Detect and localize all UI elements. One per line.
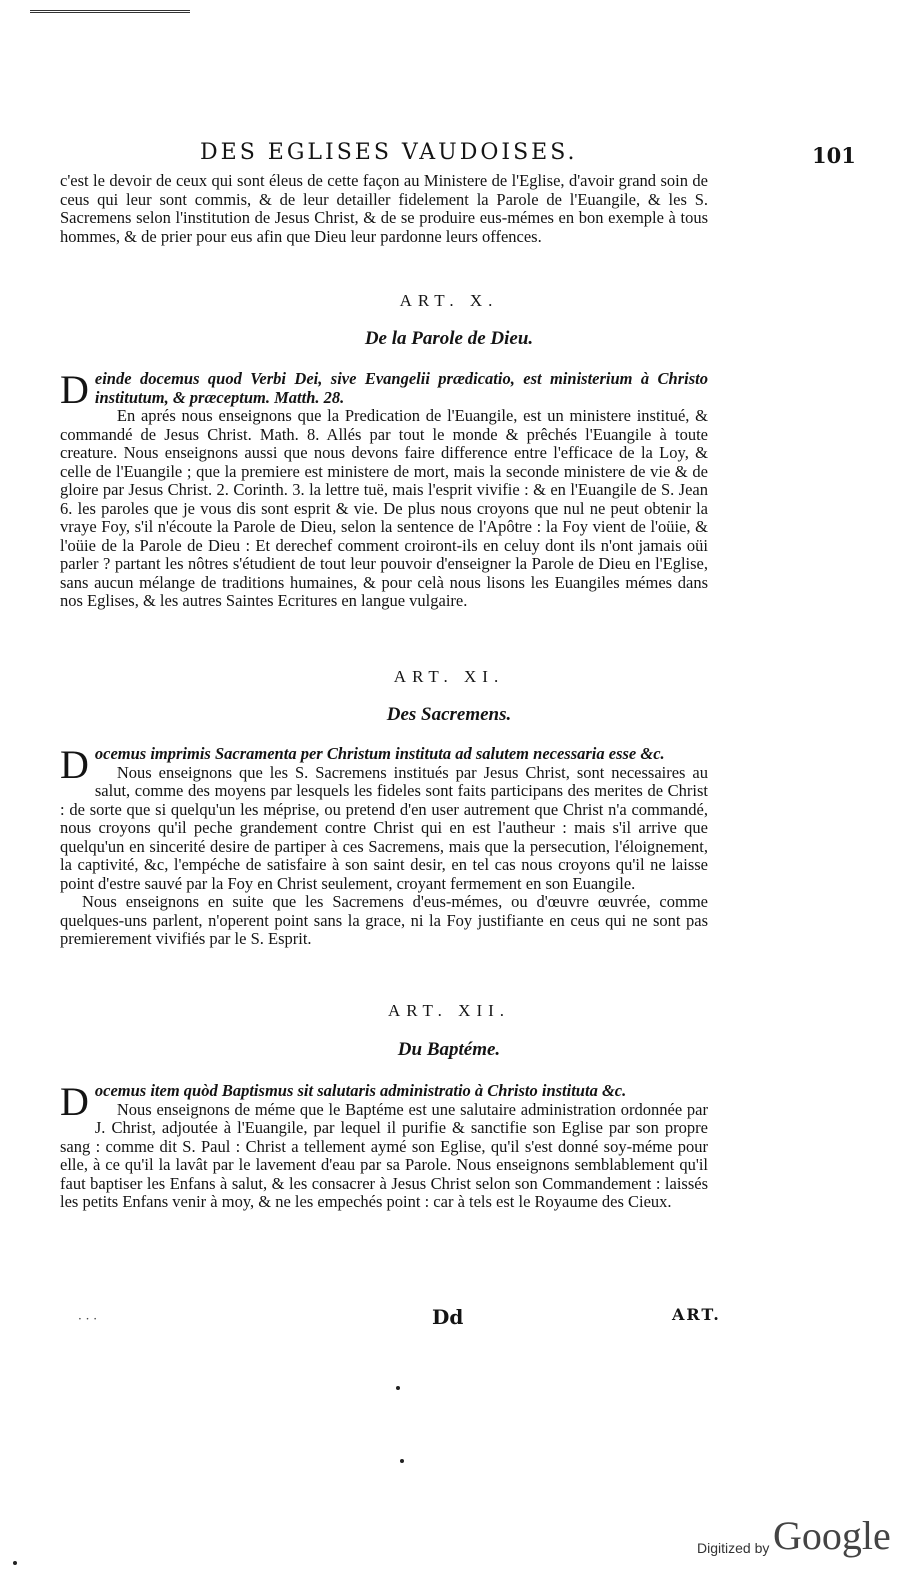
latin-summary: Docemus item quòd Baptismus sit salutaris administratio à Christo instituta &c. xyxy=(60,1079,627,1124)
article-title: De la Parole de Dieu. xyxy=(364,328,534,349)
page-number: 101 xyxy=(812,143,856,168)
catchword: ART. xyxy=(672,1305,721,1324)
latin-summary: Deinde docemus quod Verbi Dei, sive Evangelii prædicatio, est ministerium à Christo institutum, & præceptum. Matth. 28. xyxy=(60,367,708,412)
paragraph: Nous enseignons en suite que les Sacremens d'eus-mémes, ou d'œuvre œuvrée, comme quelques-uns parlent, n'operent point sans la grace, ni la Foy justifiante en ceus qui ne sont pas premierement vivifiés par le S. Esprit. xyxy=(60,892,708,948)
intro-paragraph: c'est le devoir de ceux qui sont éleus de cette façon au Ministere de l'Eglise, d'avoir grand soin de ceus qui leur sont commis, & de leur detailler fidelement la Parole de l'Euangile, & les S. Sacremens selon l'institution de Jesus Christ, & de se produire eus-mémes en bon exemple à tous hommes, & de prier pour eus afin que Dieu leur pardonne leurs offences. xyxy=(60,171,708,246)
article-body xyxy=(60,742,708,949)
paragraph: En aprés nous enseignons que la Predication de l'Euangile, est un ministere institué, & commandé de Jesus Christ. Math. 8. Allés par tout le monde & prêchés l'Euangile à toute creature. Nous enseignons aussi que nous devons faire difference entre l'efficace de la Loy, & celle de l'Euangile ; que la premiere est ministere de mort, mais la seconde ministere de vie & de gloire par Jesus Christ. 2. Corinth. 3. la lettre tuë, mais l'esprit vivifie : & en l'Euangile de S. Jean 6. les paroles que je vous dis sont esprit & vie. De plus nous croyons que nul ne peut obtenir la vraye Foy, s'il n'écoute la Parole de Dieu, selon la sentence de l'Apôtre : la Foy vient de l'oüie, & l'oüie de la Parole de Dieu : Et derechef comment croiront-ils en celuy dont ils n'ont jamais oüi parler ? partant les nôtres s'étudient de tout leur pouvoir d'enseigner la Parole de Dieu en l'Eglise, sans aucun mélange de traditions humaines, & pour celà nous lisons les Euangiles mémes dans nos Eglises, & les autres Saintes Ecritures en langue vulgaire. xyxy=(60,406,708,610)
latin-summary: Docemus imprimis Sacramenta per Christum instituta ad salutem necessaria esse &c. xyxy=(60,742,665,787)
top-rule xyxy=(30,10,190,13)
paragraph: Nous enseignons de méme que le Baptéme est une salutaire administration ordonnée par J. Christ, adjoutée à l'Euangile, par lequel il purifie & sanctifie son Eglise par son propre sang : comme dit S. Paul : Christ a tellement aymé son Eglise, qu'il s'est donné soy-méme pour elle, à ce qu'il la lavât par le lavement d'eau par sa Parole. Nous enseignons semblablement qu'il faut baptiser les Enfans à salut, & les consacrer à Jesus Christ selon son Commandement : laissés les petits Enfans venir à moy, & ne les empechés point : car à tels est le Royaume des Cieux. xyxy=(60,1099,708,1211)
google-wordmark: Google xyxy=(773,1513,891,1558)
running-title: DES EGLISES VAUDOISES. xyxy=(200,140,578,165)
article-heading: ART. X. xyxy=(399,291,499,310)
drop-cap: D xyxy=(60,367,89,412)
ink-speck xyxy=(400,1459,404,1463)
signature-mark: Dd xyxy=(432,1305,464,1329)
paragraph: Nous enseignons que les S. Sacremens institués par Jesus Christ, sont necessaires au salut, comme des moyens par lesquels les fideles sont faits participans des merites de Christ : de sorte que si quelqu'un les méprise, ou pretend d'en user autrement que Christ n'a commandé, nous croyons qu'il peche grandement contre Christ qui en est l'autheur : mais s'il arrive que quelqu'un en sincerité desire de partiper à ces Sacremens, mais que la persecution, l'éloignement, la captivité, &c, l'empéche de satisfaire à son saint desir, en tel cas nous croyons qu'il ne laisse point d'estre sauvé par la Foy en Christ seulement, croyant fermement en son Euangile. xyxy=(60,762,708,893)
article-title: Du Baptéme. xyxy=(397,1039,501,1060)
article-heading: ART. XI. xyxy=(393,667,505,686)
drop-cap: D xyxy=(60,1079,89,1124)
article-body xyxy=(60,367,708,611)
article-title: Des Sacremens. xyxy=(386,704,512,725)
article-heading: ART. XII. xyxy=(387,1001,511,1020)
ink-speck xyxy=(396,1386,400,1390)
article-body xyxy=(60,1079,708,1212)
drop-cap: D xyxy=(60,742,89,787)
ink-speck xyxy=(13,1561,17,1565)
print-marks: · · · xyxy=(78,1312,98,1326)
digitized-label: Digitized by xyxy=(697,1540,770,1556)
